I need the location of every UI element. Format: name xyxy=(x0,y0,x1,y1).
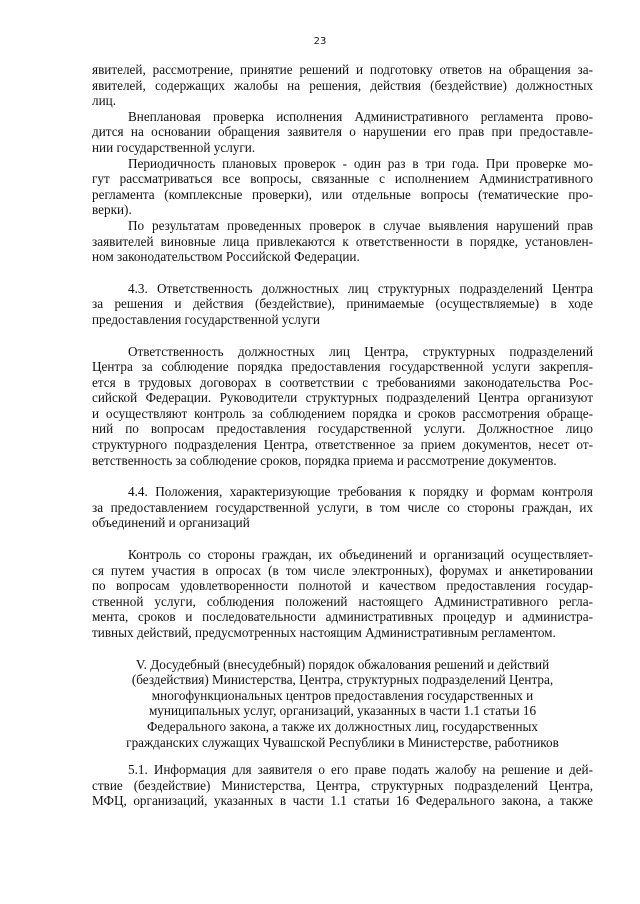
text-line: 4.4. Положения, характеризующие требования к порядку и формам контроля xyxy=(128,484,593,500)
text-line: гражданских служащих Чувашской Республики в Министерстве, работников xyxy=(126,734,559,750)
text-line: ственной услуги, соблюдения положений настоящего Административного регла- xyxy=(92,593,593,609)
text-line: по вопросам удовлетворенности полнотой и качеством предоставления государ- xyxy=(92,578,593,594)
text-line: По результатам проведенных проверок в случае выявления нарушений прав xyxy=(128,217,593,233)
paragraph-p5 xyxy=(92,344,593,469)
paragraph-p6 xyxy=(92,547,593,641)
chapter-heading-v xyxy=(92,657,593,751)
paragraph-p4 xyxy=(92,218,593,265)
text-line: Федерального закона, а также их должностных лиц, государственных xyxy=(146,718,538,734)
text-line: Внеплановая проверка исполнения Административного регламента прово- xyxy=(128,108,593,124)
text-line: гут рассматриваться все вопросы, связанные с исполнением Административного xyxy=(92,171,593,187)
text-line: ся путем участия в опросах (в том числе электронных), форумах и анкетировании xyxy=(92,562,593,578)
text-line: сийской Федерации. Руководители структурных подразделений Центра организуют xyxy=(92,390,593,406)
text-line: регламента (комплексные проверки), или отдельные вопросы (тематические про- xyxy=(92,186,593,202)
text-line: структурного подразделения Центра, ответственное за прием документов, несет от- xyxy=(92,437,593,453)
text-line: явителей, содержащих жалобы на решения, действия (бездействие) должностных xyxy=(92,77,593,93)
text-line: тивных действий, предусмотренных настоящим Административным регламентом. xyxy=(92,625,556,640)
paragraph-p1 xyxy=(92,62,593,109)
document-body xyxy=(92,62,593,809)
text-line: многофункциональных центров предоставления государственных и xyxy=(151,687,534,703)
text-line: Периодичность плановых проверок - один раз в три года. При проверке мо- xyxy=(128,155,593,171)
text-line: за предоставлением государственной услуги, в том числе со стороны граждан, их xyxy=(92,499,593,515)
text-line: Ответственность должностных лиц Центра, структурных подразделений xyxy=(128,343,593,359)
text-line: ется в трудовых договорах в соответствии с требованиями законодательства Рос- xyxy=(92,374,593,390)
paragraph-p3 xyxy=(92,156,593,218)
section-heading-4-3 xyxy=(92,281,593,328)
text-line: ном законодательством Российской Федерации. xyxy=(92,249,360,265)
text-line: и осуществляют контроль за соблюдением порядка и сроков рассмотрения обраще- xyxy=(92,405,593,421)
text-line: верки). xyxy=(92,202,132,218)
text-line: мента, сроков и последовательности административных процедур и администра- xyxy=(92,609,593,625)
text-line: муниципальных услуг, организаций, указанных в части 1.1 статьи 16 xyxy=(148,703,537,719)
text-line: объединений и организаций xyxy=(92,515,250,531)
text-line: предоставления государственной услуги xyxy=(92,311,320,327)
text-line: (бездействия) Министерства, Центра, структурных подразделений Центра, xyxy=(131,672,554,688)
page-number: 23 xyxy=(313,36,327,47)
text-line: нии государственной услуги. xyxy=(92,139,256,155)
paragraph-p7 xyxy=(92,762,593,809)
paragraph-p2 xyxy=(92,109,593,156)
text-line: Контроль со стороны граждан, их объединений и организаций осуществляет- xyxy=(128,547,593,563)
text-line: лиц. xyxy=(92,93,116,109)
text-line: Центра за соблюдение порядка предоставления государственной услуги закрепля- xyxy=(92,359,593,375)
text-line: V. Досудебный (внесудебный) порядок обжалования решений и действий xyxy=(135,656,550,672)
text-line: 5.1. Информация для заявителя о его праве подать жалобу на решение и дей- xyxy=(128,762,593,778)
text-line: МФЦ, организаций, указанных в части 1.1 статьи 16 Федерального закона, а также xyxy=(92,793,593,809)
text-line: ний по вопросам предоставления государственной услуги. Должностное лицо xyxy=(92,421,593,437)
text-line: заявителей виновные лица привлекаются к ответственности в порядке, установлен- xyxy=(92,233,593,249)
text-line: дится на основании обращения заявителя о нарушении его прав при предоставле- xyxy=(92,124,593,140)
text-line: ветственность за соблюдение сроков, порядка приема и рассмотрение документов. xyxy=(92,452,557,468)
text-line: за решения и действия (бездействие), принимаемые (осуществляемые) в ходе xyxy=(92,296,593,312)
text-line: 4.3. Ответственность должностных лиц структурных подразделений Центра xyxy=(128,280,593,296)
section-heading-4-4 xyxy=(92,484,593,531)
text-line: ствие (бездействие) Министерства, Центра, структурных подразделений Центра, xyxy=(92,777,593,793)
text-line: явителей, рассмотрение, принятие решений и подготовку ответов на обращения за- xyxy=(92,62,593,77)
